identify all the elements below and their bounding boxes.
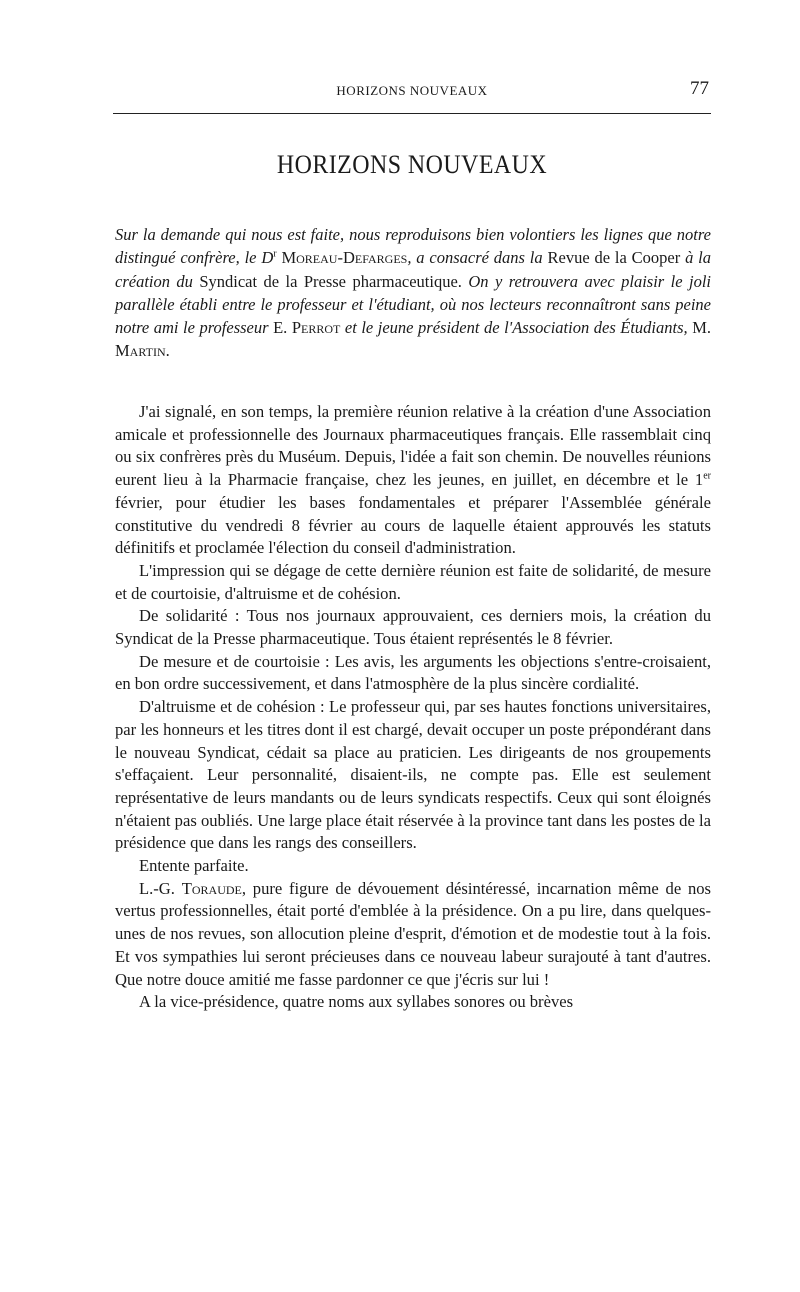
running-head: [113, 78, 711, 102]
header-rule: [113, 113, 711, 114]
author-name-moreau-defarges: Moreau-Defarges: [281, 248, 408, 268]
intro-text: , a consacré dans la: [407, 248, 548, 268]
intro-text: Revue de la Cooper: [547, 248, 686, 268]
paragraph: A la vice-présidence, quatre noms aux syllabes sonores ou brèves: [139, 992, 574, 1012]
ordinal-superscript: er: [703, 470, 711, 482]
paragraph: [115, 401, 711, 560]
person-name-toraude: Toraude: [181, 878, 242, 898]
article-title: HORIZONS NOUVEAUX: [276, 150, 548, 179]
person-name-perrot: Perrot: [291, 318, 341, 338]
person-name-martin: Martin: [115, 341, 166, 361]
intro-text: Syndicat de la Presse pharmaceutique.: [199, 271, 469, 291]
intro-text: .: [165, 341, 170, 361]
paragraph-text: L.-G.: [139, 878, 182, 898]
intro-text: à la création du: [115, 248, 711, 291]
intro-text: et le jeune président de l'Association des Étudiants,: [340, 318, 688, 338]
paragraph: Entente parfaite.: [139, 856, 249, 876]
article-body: [115, 401, 711, 1014]
page-number: 77: [690, 78, 709, 99]
paragraph: L'impression qui se dégage de cette dernière réunion est faite de solidarité, de mesure et de courtoisie, d'altruisme et de cohésion.: [115, 560, 711, 603]
intro-text: Sur la demande qui nous est faite, nous reproduisons bien volontiers les lignes que notre distingué confrère, le D: [115, 225, 711, 268]
paragraph: D'altruisme et de cohésion : Le professeur qui, par ses hautes fonctions universitaires, par les honneurs et les titres dont il est chargé, devait occuper un poste prépondérant dans le nouveau Syndicat, cédait sa place au praticien. Les dirigeants de nos groupements s'effaçaient. Leur personnalité, disaient-ils, ne compte pas. Elle est seulement représentative de leurs mandants ou de leurs syndicats respectifs. Ceux qui sont éloignés n'étaient pas oubliés. Une large place était réservée à la province tant dans les postes de la présidence que dans les rangs des conseillers.: [115, 697, 711, 853]
intro-text: E.: [273, 318, 292, 338]
paragraph-text: février, pour étudier les bases fondamentales et préparer l'Assemblée générale constitutive du vendredi 8 février au cours de laquelle étaient approuvés les statuts définitifs et proclamée l'élection du conseil d'administration.: [115, 492, 711, 558]
paragraph: De solidarité : Tous nos journaux approuvaient, ces derniers mois, la création du Syndicat de la Presse pharmaceutique. Tous étaient représentés le 8 février.: [115, 606, 711, 649]
intro-text: M.: [692, 318, 711, 338]
paragraph: De mesure et de courtoisie : Les avis, les arguments les objections s'entre-croisaient, en bon ordre successivement, et dans l'atmosphère de la plus sincère cordialité.: [115, 651, 711, 694]
intro-text: r: [273, 248, 277, 260]
intro-text: On y retrouvera avec plaisir le joli parallèle établi entre le professeur et l'étudiant, où nos lecteurs reconnaîtront sans peine notre ami le professeur: [115, 271, 711, 338]
editorial-intro: [115, 223, 711, 363]
running-head-title: HORIZONS NOUVEAUX: [336, 83, 488, 98]
paragraph: [115, 878, 711, 992]
paragraph-text: J'ai signalé, en son temps, la première réunion relative à la création d'une Association amicale et professionnelle des Journaux pharmaceutiques français. Elle rassemblait cinq ou six confrères près du Muséum. Depuis, l'idée a fait son chemin. De nouvelles réunions eurent lieu à la Pharmacie française, chez les jeunes, en juillet, en décembre et le 1: [115, 402, 711, 490]
paragraph-text: , pure figure de dévouement désintéressé, incarnation même de nos vertus professionnelles, était porté d'emblée à la présidence. On a pu lire, dans quelques-unes de nos revues, son allocution pleine d'esprit, d'émotion et de modestie tout à la fois. Et vos sympathies lui seront précieuses dans ce nouveau labeur surajouté à tant d'autres. Que notre douce amitié me fasse pardonner ce que j'écris sur lui !: [115, 878, 711, 989]
